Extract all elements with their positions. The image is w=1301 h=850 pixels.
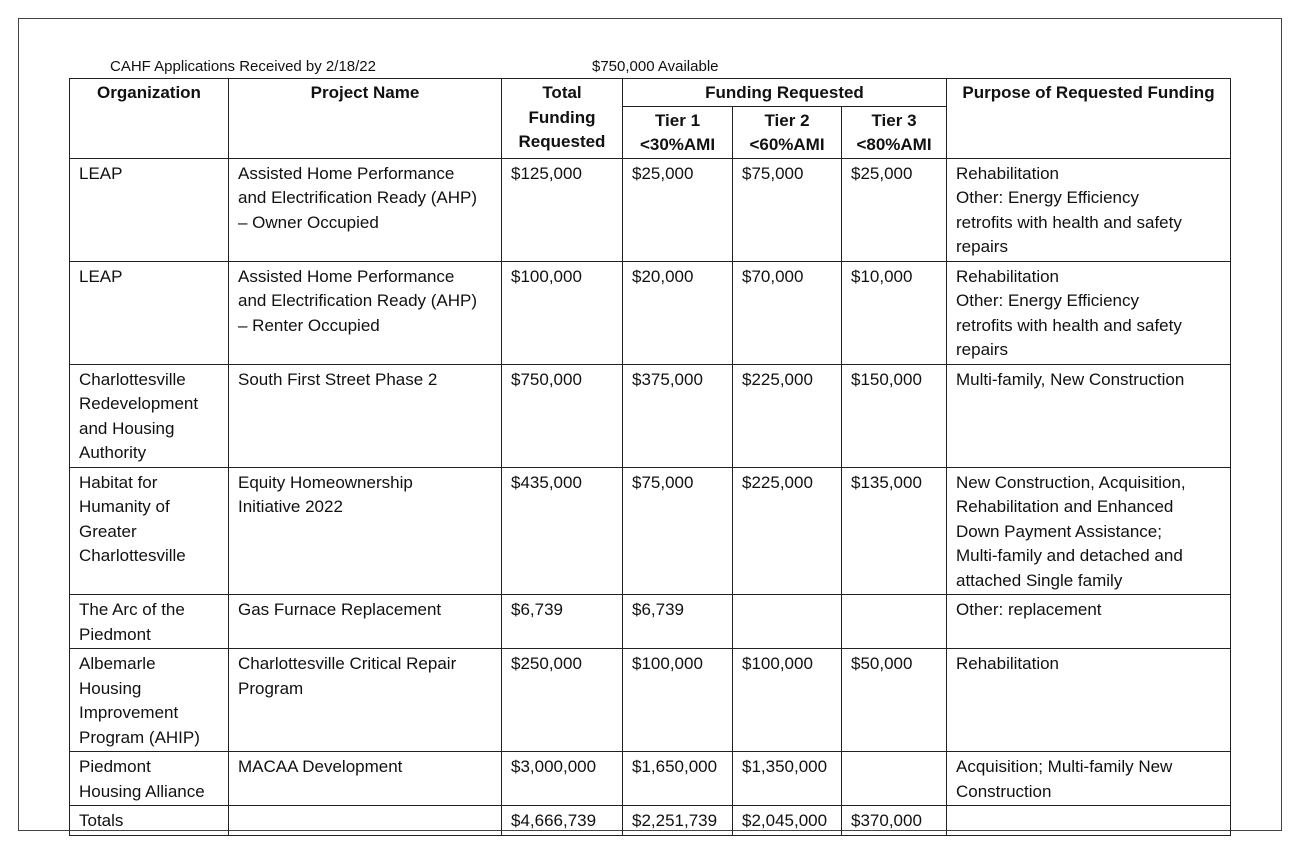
cell-organization: Habitat for Humanity of Greater Charlottesville bbox=[70, 467, 229, 595]
cell-purpose bbox=[947, 806, 1231, 836]
cell-tier3: $10,000 bbox=[842, 261, 947, 364]
header-total-funding: Total Funding Requested bbox=[502, 79, 623, 159]
header-tier1: Tier 1 <30%AMI bbox=[623, 106, 733, 158]
cell-total: $6,739 bbox=[502, 595, 623, 649]
header-organization: Organization bbox=[70, 79, 229, 159]
cell-tier1: $6,739 bbox=[623, 595, 733, 649]
cell-tier3 bbox=[842, 752, 947, 806]
cell-purpose: Acquisition; Multi-family New Construction bbox=[947, 752, 1231, 806]
cell-tier1: $75,000 bbox=[623, 467, 733, 595]
cell-tier3: $50,000 bbox=[842, 649, 947, 752]
cell-project: Equity Homeownership Initiative 2022 bbox=[229, 467, 502, 595]
cell-tier2: $225,000 bbox=[733, 364, 842, 467]
table-row bbox=[70, 364, 1231, 467]
cell-total: $100,000 bbox=[502, 261, 623, 364]
header-project-name: Project Name bbox=[229, 79, 502, 159]
cell-tier3 bbox=[842, 595, 947, 649]
cell-purpose: Rehabilitation bbox=[947, 649, 1231, 752]
cell-total: $435,000 bbox=[502, 467, 623, 595]
cell-purpose: New Construction, Acquisition, Rehabilitation and Enhanced Down Payment Assistance; Multi-family and detached and attached Single family bbox=[947, 467, 1231, 595]
funds-available: $750,000 Available bbox=[592, 58, 719, 75]
table-row bbox=[70, 752, 1231, 806]
cell-tier1: $375,000 bbox=[623, 364, 733, 467]
cell-tier2: $2,045,000 bbox=[733, 806, 842, 836]
cell-tier2 bbox=[733, 595, 842, 649]
cell-purpose: Rehabilitation Other: Energy Efficiency retrofits with health and safety repairs bbox=[947, 261, 1231, 364]
cell-tier2: $75,000 bbox=[733, 158, 842, 261]
applications-table bbox=[69, 78, 1231, 836]
cell-tier3: $150,000 bbox=[842, 364, 947, 467]
cell-organization: Albemarle Housing Improvement Program (AHIP) bbox=[70, 649, 229, 752]
cell-organization: The Arc of the Piedmont bbox=[70, 595, 229, 649]
cell-total: $4,666,739 bbox=[502, 806, 623, 836]
cell-purpose: Other: replacement bbox=[947, 595, 1231, 649]
table-row bbox=[70, 649, 1231, 752]
cell-organization: LEAP bbox=[70, 261, 229, 364]
cell-tier2: $1,350,000 bbox=[733, 752, 842, 806]
cell-total: $125,000 bbox=[502, 158, 623, 261]
table-row bbox=[70, 261, 1231, 364]
cell-purpose: Multi-family, New Construction bbox=[947, 364, 1231, 467]
cell-tier1: $1,650,000 bbox=[623, 752, 733, 806]
cell-tier2: $225,000 bbox=[733, 467, 842, 595]
cell-purpose: Rehabilitation Other: Energy Efficiency retrofits with health and safety repairs bbox=[947, 158, 1231, 261]
header-funding-requested: Funding Requested bbox=[623, 79, 947, 107]
cell-organization: LEAP bbox=[70, 158, 229, 261]
cell-project: South First Street Phase 2 bbox=[229, 364, 502, 467]
cell-tier1: $20,000 bbox=[623, 261, 733, 364]
table-caption: CAHF Applications Received by 2/18/22 bbox=[110, 58, 376, 75]
header-tier2: Tier 2 <60%AMI bbox=[733, 106, 842, 158]
cell-total: $750,000 bbox=[502, 364, 623, 467]
cell-tier1: $100,000 bbox=[623, 649, 733, 752]
cell-tier2: $100,000 bbox=[733, 649, 842, 752]
cell-tier1: $2,251,739 bbox=[623, 806, 733, 836]
table-row bbox=[70, 595, 1231, 649]
cell-tier3: $135,000 bbox=[842, 467, 947, 595]
cell-project: Charlottesville Critical Repair Program bbox=[229, 649, 502, 752]
cell-total: $3,000,000 bbox=[502, 752, 623, 806]
table-row bbox=[70, 158, 1231, 261]
cell-project: Gas Furnace Replacement bbox=[229, 595, 502, 649]
cell-project: Assisted Home Performance and Electrification Ready (AHP) – Owner Occupied bbox=[229, 158, 502, 261]
cell-totals-label: Totals bbox=[70, 806, 229, 836]
cell-project bbox=[229, 806, 502, 836]
cell-tier1: $25,000 bbox=[623, 158, 733, 261]
cell-project: MACAA Development bbox=[229, 752, 502, 806]
table-row bbox=[70, 467, 1231, 595]
totals-row bbox=[70, 806, 1231, 836]
cell-total: $250,000 bbox=[502, 649, 623, 752]
cell-tier2: $70,000 bbox=[733, 261, 842, 364]
cell-tier3: $370,000 bbox=[842, 806, 947, 836]
header-purpose: Purpose of Requested Funding bbox=[947, 79, 1231, 159]
cell-project: Assisted Home Performance and Electrification Ready (AHP) – Renter Occupied bbox=[229, 261, 502, 364]
cell-tier3: $25,000 bbox=[842, 158, 947, 261]
header-tier3: Tier 3 <80%AMI bbox=[842, 106, 947, 158]
cell-organization: Charlottesville Redevelopment and Housing Authority bbox=[70, 364, 229, 467]
cell-organization: Piedmont Housing Alliance bbox=[70, 752, 229, 806]
